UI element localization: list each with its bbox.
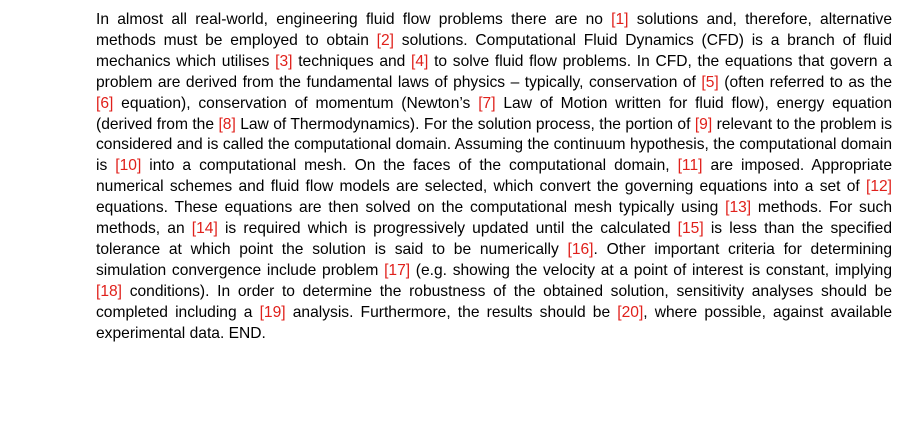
text-segment: equation), conservation of momentum (Newton’s — [113, 94, 479, 112]
text-segment: Law of Motion written for fluid flow), energy equation (derived from the — [96, 94, 892, 133]
blank-marker: [15] — [677, 220, 704, 238]
blank-marker: [20] — [617, 303, 644, 321]
text-segment: equations. These equations are then solved on the computational mesh typically using — [96, 199, 726, 217]
blank-marker: [1] — [611, 11, 629, 28]
blank-marker: [5] — [701, 73, 719, 91]
text-segment: is less than the specified tolerance at which point the solution is said to be numerically — [96, 220, 892, 258]
cloze-paragraph — [96, 10, 892, 345]
blank-marker: [4] — [411, 52, 429, 70]
blank-marker: [9] — [694, 115, 713, 133]
text-segment: into a computational mesh. On the faces of the computational domain, — [141, 157, 678, 175]
text-segment: is required which is progressively updated until the calculated — [217, 220, 678, 238]
blank-marker: [16] — [567, 240, 594, 258]
blank-marker: [11] — [677, 157, 703, 175]
blank-marker: [12] — [865, 178, 892, 196]
text-segment: techniques and — [292, 52, 412, 70]
text-segment: methods. For such methods, an — [96, 199, 892, 238]
text-segment: conditions). In order to determine the robustness of the obtained solution, sensitivity analyses should be completed including a — [96, 282, 892, 321]
blank-marker: [18] — [96, 282, 123, 300]
blank-marker: [13] — [725, 199, 752, 217]
text-segment: to solve fluid flow problems. In CFD, the equations that govern a problem are derived from the fundamental laws of physics – typically, conservation of — [96, 52, 892, 91]
document-page — [96, 10, 892, 345]
blank-marker: [8] — [218, 115, 236, 133]
text-segment: (e.g. showing the velocity at a point of interest is constant, implying — [410, 261, 893, 279]
text-segment: . Other important criteria for determining simulation convergence include problem — [96, 240, 892, 279]
text-segment: are imposed. Appropriate numerical schemes and fluid flow models are selected, which convert the governing equations into a set of — [96, 157, 893, 196]
blank-marker: [10] — [115, 157, 142, 175]
text-segment: analysis. Furthermore, the results should be — [285, 303, 618, 321]
text-segment: solutions. Computational Fluid Dynamics (CFD) is a branch of fluid mechanics which utilises — [96, 31, 892, 70]
text-segment: solutions and, therefore, alternative methods must be employed to obtain — [96, 11, 892, 49]
text-segment: (often referred to as the — [718, 73, 892, 91]
text-segment: , where possible, against available experimental data. END. — [96, 303, 893, 342]
blank-marker: [7] — [478, 94, 496, 112]
text-segment: In almost all real-world, engineering fluid flow problems there are no — [96, 11, 612, 28]
text-segment: Law of Thermodynamics). For the solution process, the portion of — [235, 115, 695, 133]
blank-marker: [6] — [96, 94, 114, 112]
blank-marker: [19] — [259, 303, 286, 321]
blank-marker: [17] — [384, 261, 411, 279]
text-segment: relevant to the problem is considered and is called the computational domain. Assuming the continuum hypothesis, the computational domain is — [96, 115, 892, 175]
blank-marker: [14] — [191, 220, 218, 238]
blank-marker: [3] — [275, 52, 293, 70]
blank-marker: [2] — [376, 31, 394, 49]
